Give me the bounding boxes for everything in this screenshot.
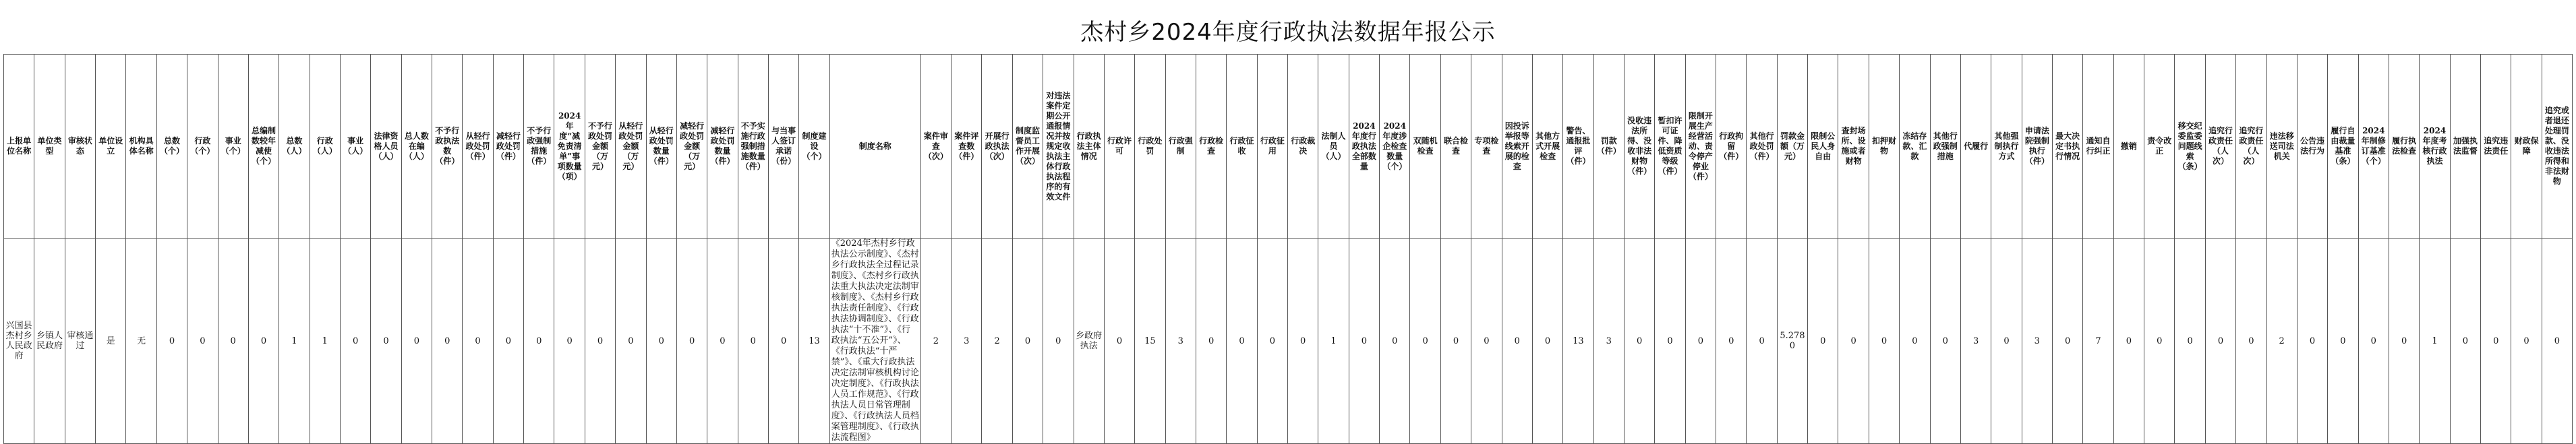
table-cell: 0 (2175, 239, 2205, 444)
table-cell: 0 (2236, 239, 2266, 444)
table-cell: 0 (585, 239, 615, 444)
table-cell: 0 (401, 239, 432, 444)
column-header: 行政（人） (310, 55, 340, 239)
column-header: 总人数在编（人） (401, 55, 432, 239)
table-cell: 0 (1257, 239, 1287, 444)
column-header: 代履行 (1960, 55, 1991, 239)
table-cell: 0 (2450, 239, 2480, 444)
column-header: 限制开展生产经营活动、责令停产停业（件） (1685, 55, 1716, 239)
column-header: 行政执法主体情况 (1074, 55, 1104, 239)
column-header: 上报单位名称 (4, 55, 34, 239)
column-header: 行政处罚 (1135, 55, 1165, 239)
table-cell: 0 (1227, 239, 1257, 444)
column-header: 减轻行政处罚（件） (493, 55, 523, 239)
column-header: 不予行政强制措施（件） (524, 55, 554, 239)
column-header: 追究违法责任 (2481, 55, 2511, 239)
table-cell: 0 (524, 239, 554, 444)
column-header: 履行执法检查 (2389, 55, 2419, 239)
table-cell: 0 (218, 239, 248, 444)
policy-names-cell: 《2024年杰村乡行政执法公示制度》、《杰村乡行政执法全过程记录制度》、《杰村乡行政执法重大执法决定法制审核制度》、《杰村乡行政执法责任制度》、《行政执法协调制度》、《行政执法“十不准”》、《行政执法“五公开”》、《行政执法“十严禁”》、《重大行政执法决定法制审核机构讨论决定制度》、《行政执法人员工作规范》、《行政执法人员日常管理制度》、《行政执法人员档案管理制度》、《行政执法流程图》 (829, 239, 920, 444)
column-header: 其他行政强制措施 (1930, 55, 1960, 239)
column-header: 移交纪委监委问题线索（条） (2175, 55, 2205, 239)
column-header: 不予行政处罚金额（万元） (585, 55, 615, 239)
column-header: 案件审查（次） (920, 55, 951, 239)
table-cell: 0 (432, 239, 463, 444)
column-header: 财政保障 (2511, 55, 2542, 239)
table-cell: 0 (2542, 239, 2572, 444)
column-header: 限制公民人身自由 (1808, 55, 1838, 239)
column-header: 专项检查 (1471, 55, 1502, 239)
column-header: 与当事人签订承诺（份） (768, 55, 798, 239)
column-header: 从轻行政处罚数量（件） (646, 55, 676, 239)
table-cell: 0 (2328, 239, 2358, 444)
column-header: 法律资格人员（人） (371, 55, 401, 239)
column-header: 总编制数较年减使（个） (248, 55, 279, 239)
column-header: 其他强制执行方式 (1991, 55, 2022, 239)
column-header: 查封场所、设施或者财物 (1838, 55, 1869, 239)
table-cell: 0 (768, 239, 798, 444)
column-header: 最大决定书执行情况 (2053, 55, 2083, 239)
table-cell: 0 (1685, 239, 1716, 444)
column-header: 通知自行纠正 (2083, 55, 2113, 239)
column-header: 公告违法行为 (2297, 55, 2327, 239)
column-header: 制度建设（个） (799, 55, 829, 239)
column-header: 总数（个） (156, 55, 187, 239)
column-header: 行政征收 (1227, 55, 1257, 239)
table-cell: 1 (2420, 239, 2450, 444)
column-header: 其他方式开展检查 (1532, 55, 1562, 239)
column-header: 其他行政处罚（件） (1747, 55, 1777, 239)
column-header: 责令改正 (2144, 55, 2175, 239)
column-header: 违法移送司法机关 (2266, 55, 2297, 239)
table-cell: 0 (1930, 239, 1960, 444)
table-cell: 0 (738, 239, 768, 444)
column-header: 制度监督员工作开展（次） (1012, 55, 1043, 239)
column-header: 制度名称 (829, 55, 920, 239)
table-cell: 2 (982, 239, 1012, 444)
table-cell: 0 (1624, 239, 1654, 444)
column-header: 对违法案件定期公开通报情况并按规定收执法主体行政执法程序的有效文件 (1043, 55, 1074, 239)
column-header: 减轻行政处罚数量（件） (707, 55, 738, 239)
column-header: 法制人员（人） (1318, 55, 1349, 239)
column-header: 不予行政执法数（件） (432, 55, 463, 239)
table-cell: 0 (1532, 239, 1562, 444)
table-cell: 0 (1349, 239, 1379, 444)
table-cell: 0 (340, 239, 370, 444)
table-cell: 0 (1838, 239, 1869, 444)
table-cell: 0 (1991, 239, 2022, 444)
table-cell: 0 (371, 239, 401, 444)
column-header: 追究或者退还处理罚款、没收违法所得和非法财物 (2542, 55, 2572, 239)
table-cell: 0 (156, 239, 187, 444)
table-cell: 0 (1043, 239, 1074, 444)
table-cell: 15 (1135, 239, 1165, 444)
column-header: 机构具体名称 (126, 55, 156, 239)
table-cell: 0 (2144, 239, 2175, 444)
table-cell: 0 (2358, 239, 2389, 444)
table-cell: 3 (1165, 239, 1196, 444)
table-cell: 0 (1288, 239, 1318, 444)
column-header: 案件评查数（件） (952, 55, 982, 239)
table-cell: 0 (1012, 239, 1043, 444)
column-header: 单位设立 (96, 55, 126, 239)
column-header: 审核状态 (65, 55, 95, 239)
column-header: 2024年度“减免责清单”事项数量（项） (554, 55, 585, 239)
table-cell: 是 (96, 239, 126, 444)
table-cell: 0 (493, 239, 523, 444)
table-cell: 0 (2113, 239, 2144, 444)
column-header: 加强执法监督 (2450, 55, 2480, 239)
column-header: 2024年制修订基准（个） (2358, 55, 2389, 239)
column-header: 从轻行政处罚金额（万元） (616, 55, 646, 239)
column-header: 开展行政执法（次） (982, 55, 1012, 239)
column-header: 不予实施行政强制措施数量（件） (738, 55, 768, 239)
table-cell: 13 (1563, 239, 1593, 444)
column-header: 罚款（件） (1593, 55, 1624, 239)
table-cell: 0 (1380, 239, 1410, 444)
table-cell: 0 (1502, 239, 1532, 444)
table-cell: 0 (707, 239, 738, 444)
table-cell: 0 (1655, 239, 1685, 444)
table-cell: 审核通过 (65, 239, 95, 444)
table-cell: 0 (1196, 239, 1226, 444)
table-cell: 2 (2266, 239, 2297, 444)
table-cell: 1 (279, 239, 310, 444)
column-header: 申请法院强制执行（件） (2022, 55, 2052, 239)
table-cell: 0 (554, 239, 585, 444)
column-header: 追究行政责任（人次） (2236, 55, 2266, 239)
column-header: 行政裁决 (1288, 55, 1318, 239)
header-row (4, 55, 2573, 239)
table-cell: 0 (676, 239, 707, 444)
column-header: 总数（人） (279, 55, 310, 239)
column-header: 联合检查 (1440, 55, 1471, 239)
column-header: 行政许可 (1104, 55, 1134, 239)
table-cell: 1 (310, 239, 340, 444)
table-cell: 0 (1869, 239, 1899, 444)
column-header: 双随机检查 (1410, 55, 1440, 239)
table-cell: 0 (1471, 239, 1502, 444)
table-cell: 无 (126, 239, 156, 444)
column-header: 行政拘留（件） (1716, 55, 1747, 239)
table-cell: 0 (187, 239, 218, 444)
column-header: 行政（个） (187, 55, 218, 239)
column-header: 没收违法所得、没收非法财物（件） (1624, 55, 1654, 239)
column-header: 从轻行政处罚（件） (463, 55, 493, 239)
column-header: 罚款金额（万元） (1777, 55, 1807, 239)
table-cell: 7 (2083, 239, 2113, 444)
table-cell: 0 (2511, 239, 2542, 444)
column-header: 履行自由裁量基准（条） (2328, 55, 2358, 239)
table-cell: 1 (1318, 239, 1349, 444)
table-cell: 0 (1440, 239, 1471, 444)
table-cell: 3 (952, 239, 982, 444)
column-header: 行政检查 (1196, 55, 1226, 239)
column-header: 事业（人） (340, 55, 370, 239)
table-cell: 乡镇人民政府 (34, 239, 65, 444)
table-cell: 0 (616, 239, 646, 444)
table-cell: 0 (2297, 239, 2327, 444)
table-cell: 3 (1593, 239, 1624, 444)
column-header: 事业（个） (218, 55, 248, 239)
column-header: 因投诉举报等线索开展的检查 (1502, 55, 1532, 239)
column-header: 追究行政责任（人次） (2205, 55, 2235, 239)
table-cell: 0 (2389, 239, 2419, 444)
column-header: 冻结存款、汇款 (1900, 55, 1930, 239)
table-cell: 0 (1900, 239, 1930, 444)
table-cell: 3 (1960, 239, 1991, 444)
data-table (3, 54, 2573, 444)
column-header: 警告、通报批评（件） (1563, 55, 1593, 239)
column-header: 暂扣许可证件、降低资质等级（件） (1655, 55, 1685, 239)
table-cell: 0 (2205, 239, 2235, 444)
table-cell: 5.2780 (1777, 239, 1807, 444)
table-cell: 乡政府执法 (1074, 239, 1104, 444)
table-row (4, 239, 2573, 444)
table-cell: 2 (920, 239, 951, 444)
column-header: 2024年度考核行政执法 (2420, 55, 2450, 239)
column-header: 2024年度涉企检查数量（个） (1380, 55, 1410, 239)
table-cell: 0 (248, 239, 279, 444)
table-cell: 0 (1410, 239, 1440, 444)
table-cell: 0 (1716, 239, 1747, 444)
table-cell: 0 (646, 239, 676, 444)
column-header: 撤销 (2113, 55, 2144, 239)
table-cell: 0 (1808, 239, 1838, 444)
table-cell: 13 (799, 239, 829, 444)
table-cell: 0 (463, 239, 493, 444)
table-cell: 0 (2053, 239, 2083, 444)
table-cell: 0 (1747, 239, 1777, 444)
column-header: 扣押财物 (1869, 55, 1899, 239)
table-cell: 兴国县杰村乡人民政府 (4, 239, 34, 444)
column-header: 单位类型 (34, 55, 65, 239)
column-header: 行政征用 (1257, 55, 1287, 239)
page-title: 杰村乡2024年度行政执法数据年报公示 (1080, 19, 1496, 46)
column-header: 行政强制 (1165, 55, 1196, 239)
column-header: 减轻行政处罚金额（万元） (676, 55, 707, 239)
column-header: 2024年度行政执法全部数量 (1349, 55, 1379, 239)
table-cell: 3 (2022, 239, 2052, 444)
table-cell: 0 (2481, 239, 2511, 444)
table-cell: 0 (1104, 239, 1134, 444)
